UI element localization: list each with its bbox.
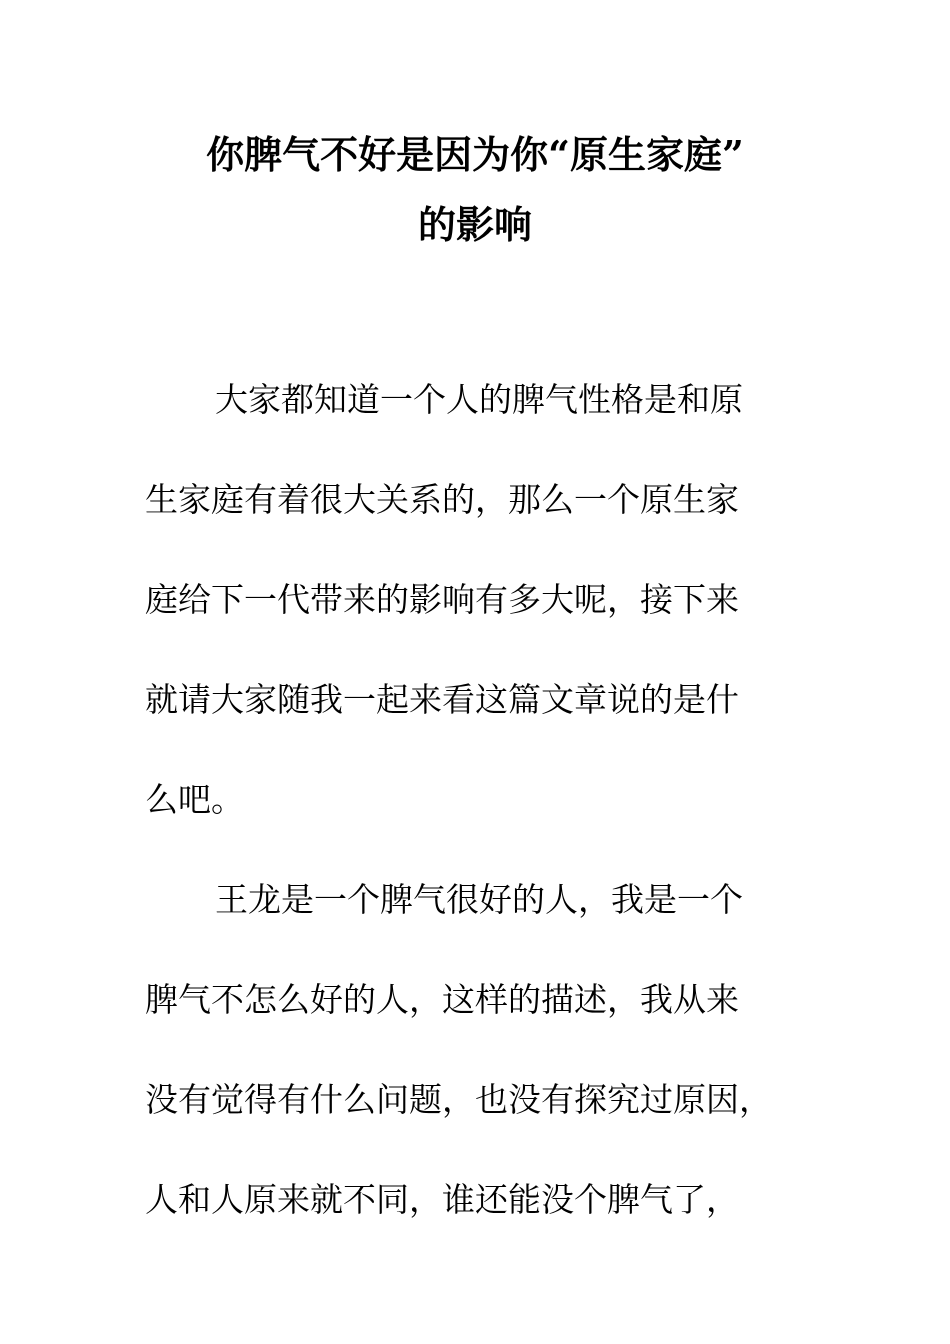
page-title-line-1: 你脾气不好是因为你“原生家庭” [206, 132, 744, 177]
paragraph-2-line-4: 人和人原来就不同，谁还能没个脾气了， [145, 1180, 739, 1219]
paragraph-2-line-3: 没有觉得有什么问题，也没有探究过原因， [145, 1080, 772, 1119]
paragraph-1-line-5: 么吧。 [145, 780, 244, 819]
paragraph-1-line-4: 就请大家随我一起来看这篇文章说的是什 [145, 680, 739, 719]
paragraph-1-line-3: 庭给下一代带来的影响有多大呢，接下来 [145, 580, 739, 619]
paragraph-1-line-2: 生家庭有着很大关系的，那么一个原生家 [145, 480, 739, 519]
paragraph-2-line-1: 王龙是一个脾气很好的人，我是一个 [215, 880, 743, 919]
paragraph-2-line-2: 脾气不怎么好的人，这样的描述，我从来 [145, 980, 739, 1019]
paragraph-1-line-1: 大家都知道一个人的脾气性格是和原 [215, 380, 743, 419]
page-title-line-2: 的影响 [417, 202, 532, 247]
